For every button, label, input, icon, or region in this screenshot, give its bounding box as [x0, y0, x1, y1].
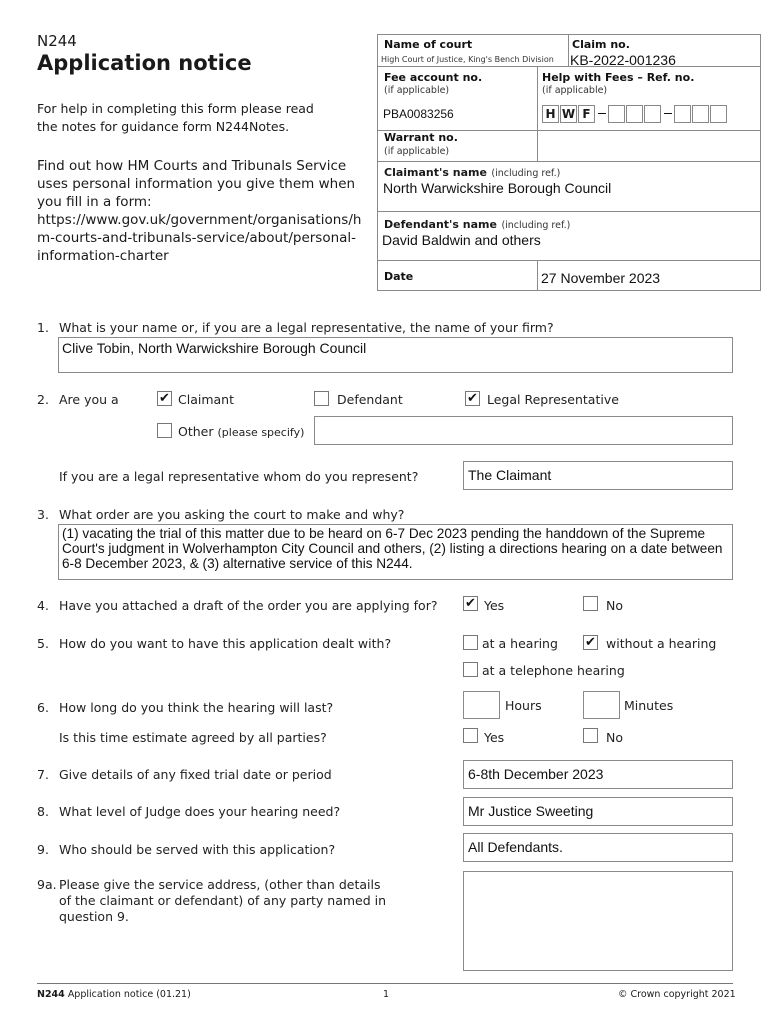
fee-sub: (if applicable) [384, 85, 450, 96]
q3-value: (1) vacating the trial of this matter due to be heard on 6-7 Dec 2023 pending the handdown of the Supreme Court's judgment in Wolverhampton City Council and others, (2) listing a directions hearing on a date between 6-8 December 2023, & (3) alternative service of this N244. [62, 526, 723, 571]
rep-question: If you are a legal representative whom do you represent? [59, 469, 419, 484]
rep-value: The Claimant [468, 467, 552, 483]
other-input[interactable] [314, 416, 733, 445]
defendant-checkbox[interactable] [314, 391, 329, 406]
without-hearing-label: without a hearing [606, 636, 717, 651]
q8-text: What level of Judge does your hearing need? [59, 804, 341, 819]
claim-label: Claim no. [572, 38, 630, 51]
rep-input[interactable] [463, 461, 733, 490]
at-hearing-label: at a hearing [482, 636, 558, 651]
footer-form [37, 989, 191, 1000]
q9-input[interactable] [463, 833, 733, 862]
footer-divider [37, 983, 733, 984]
telephone-hearing-checkbox[interactable] [463, 662, 478, 677]
hwf-dash [598, 113, 606, 114]
date-label: Date [384, 270, 414, 283]
warrant-sub: (if applicable) [384, 146, 450, 157]
claimant-label-row [384, 163, 560, 181]
hwf-label: Help with Fees – Ref. no. [542, 71, 695, 84]
agreed-no-label: No [606, 730, 623, 745]
hwf-char-f: F [578, 105, 595, 123]
court-value[interactable]: High Court of Justice, King's Bench Division [381, 55, 554, 64]
claimant-sub: (including ref.) [491, 168, 561, 179]
q3-number: 3. [37, 507, 49, 522]
q4-no-label: No [606, 598, 623, 613]
privacy-text: Find out how HM Courts and Tribunals Service uses personal information you give them when you fill in a form: https://www.gov.uk/government/organisations/hm-courts-and-tribunals-service/about/personal-information-charter [37, 158, 362, 264]
claimant-label: Claimant's name [384, 166, 487, 179]
defendant-label: Defendant's name [384, 218, 497, 231]
footer-name: Application notice (01.21) [67, 989, 191, 1000]
q8-value: Mr Justice Sweeting [468, 803, 594, 819]
copyright: © Crown copyright 2021 [618, 989, 736, 1000]
hwf-dash [664, 113, 672, 114]
q8-number: 8. [37, 804, 49, 819]
warrant-label: Warrant no. [384, 131, 458, 144]
minutes-label: Minutes [624, 698, 674, 713]
legal-rep-checkbox[interactable]: ✔ [465, 391, 480, 406]
q2-text: Are you a [59, 392, 119, 407]
q8-input[interactable] [463, 797, 733, 826]
q9a-number: 9a. [37, 877, 57, 892]
legal-rep-option-label: Legal Representative [487, 392, 619, 407]
q4-no-checkbox[interactable] [583, 596, 598, 611]
q4-number: 4. [37, 598, 49, 613]
q1-input[interactable] [58, 337, 733, 373]
q2-number: 2. [37, 392, 49, 407]
without-hearing-checkbox[interactable]: ✔ [583, 635, 598, 650]
hwf-box[interactable] [692, 105, 709, 123]
q4-yes-label: Yes [484, 598, 505, 613]
q7-text: Give details of any fixed trial date or period [59, 767, 332, 782]
q1-text: What is your name or, if you are a legal representative, the name of your firm? [59, 320, 554, 335]
court-label: Name of court [384, 38, 473, 51]
claimant-value[interactable]: North Warwickshire Borough Council [383, 180, 612, 196]
q3-input[interactable] [58, 524, 733, 580]
q4-yes-checkbox[interactable]: ✔ [463, 596, 478, 611]
hwf-char-w: W [561, 107, 576, 121]
defendant-sub: (including ref.) [501, 220, 571, 231]
q3-text: What order are you asking the court to make and why? [59, 507, 405, 522]
header-table [377, 34, 761, 291]
q6-text: How long do you think the hearing will last? [59, 700, 334, 715]
q7-input[interactable] [463, 760, 733, 789]
q9-number: 9. [37, 842, 49, 857]
claim-value[interactable]: KB-2022-001236 [570, 52, 676, 68]
q9a-text: Please give the service address, (other than details of the claimant or defendant) of any party named in question 9. [59, 877, 387, 924]
hwf-box[interactable] [674, 105, 691, 123]
page-number: 1 [383, 989, 390, 1000]
footer-code: N244 [37, 989, 65, 1000]
agreed-question: Is this time estimate agreed by all parties? [59, 730, 327, 745]
agreed-yes-checkbox[interactable] [463, 728, 478, 743]
agreed-no-checkbox[interactable] [583, 728, 598, 743]
q4-text: Have you attached a draft of the order you are applying for? [59, 598, 438, 613]
q7-number: 7. [37, 767, 49, 782]
q9-value: All Defendants. [468, 839, 563, 855]
q6-number: 6. [37, 700, 49, 715]
defendant-label-row [384, 215, 570, 233]
q1-number: 1. [37, 320, 49, 335]
form-code: N244 [37, 32, 77, 50]
defendant-option-label: Defendant [337, 392, 403, 407]
form-title: Application notice [37, 51, 252, 75]
q5-number: 5. [37, 636, 49, 651]
q7-value: 6-8th December 2023 [468, 766, 604, 782]
hours-label: Hours [505, 698, 542, 713]
at-hearing-checkbox[interactable] [463, 635, 478, 650]
help-text: For help in completing this form please read the notes for guidance form N244Notes. [37, 101, 314, 134]
hwf-box[interactable] [608, 105, 625, 123]
claimant-option-label: Claimant [178, 392, 234, 407]
hwf-box[interactable] [626, 105, 643, 123]
hwf-box[interactable] [644, 105, 661, 123]
fee-value[interactable]: PBA0083256 [383, 107, 454, 121]
hwf-sub: (if applicable) [542, 85, 608, 96]
minutes-input[interactable] [583, 691, 620, 719]
hwf-char-h: H [542, 105, 559, 123]
hwf-box[interactable] [710, 105, 727, 123]
agreed-yes-label: Yes [484, 730, 505, 745]
date-value[interactable]: 27 November 2023 [541, 270, 661, 286]
other-checkbox[interactable] [157, 423, 172, 438]
claimant-checkbox[interactable]: ✔ [157, 391, 172, 406]
other-sub: (please specify) [217, 426, 305, 439]
fee-label: Fee account no. [384, 71, 483, 84]
defendant-value[interactable]: David Baldwin and others [382, 232, 541, 248]
other-label: Other [178, 424, 214, 439]
q9a-input[interactable] [463, 871, 733, 971]
q1-value: Clive Tobin, North Warwickshire Borough Council [62, 340, 367, 356]
q9-text: Who should be served with this application? [59, 842, 336, 857]
hours-input[interactable] [463, 691, 500, 719]
other-option-label [178, 424, 304, 439]
q5-text: How do you want to have this application dealt with? [59, 636, 392, 651]
telephone-hearing-label: at a telephone hearing [482, 663, 625, 678]
